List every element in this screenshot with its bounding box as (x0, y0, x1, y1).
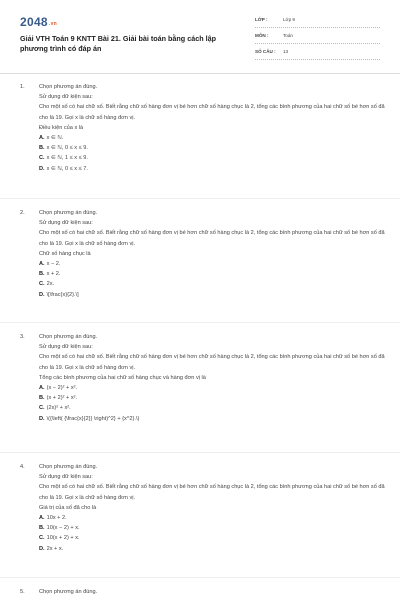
question-stem: Cho một số có hai chữ số. Biết rằng chữ số hàng đơn vị bé hơn chữ số hàng chục là 2, tổng các bình phương của hai chữ số bé hơn số đã cho là 19. Gọi x là chữ số hàng đơn vị. (39, 354, 385, 371)
logo-text: 2048 (20, 15, 48, 29)
option-label: A. (39, 261, 45, 268)
meta-value: Toán (283, 33, 293, 38)
question-divider (0, 322, 400, 323)
option-c[interactable] (39, 533, 385, 543)
question-use-data: Sử dụng dữ kiện sau: (39, 94, 93, 101)
option-text: (x + 2)² + x². (46, 395, 78, 402)
option-text: x + 2. (46, 271, 61, 278)
question-number: 2. (20, 210, 25, 216)
question-instruction: Chọn phương án đúng. (39, 84, 98, 90)
question-instruction: Chọn phương án đúng. (39, 334, 98, 340)
option-text: x ∈ ℕ, 0 ≤ x ≤ 9. (46, 145, 88, 152)
option-d[interactable] (39, 414, 385, 424)
option-text: 10x + 2. (46, 515, 67, 522)
question-stem: Cho một số có hai chữ số. Biết rằng chữ số hàng đơn vị bé hơn chữ số hàng chục là 2, tổng các bình phương của hai chữ số bé hơn số đã cho là 19. Gọi x là chữ số hàng đơn vị. (39, 104, 385, 121)
option-b[interactable] (39, 143, 385, 153)
option-label: D. (39, 165, 45, 172)
question-2 (20, 208, 385, 300)
option-text: 2x. (46, 281, 55, 288)
option-label: C. (39, 155, 45, 162)
option-b[interactable] (39, 523, 385, 533)
option-text: 2x + x. (46, 545, 64, 552)
question-stem: Cho một số có hai chữ số. Biết rằng chữ số hàng đơn vị bé hơn chữ số hàng chục là 2, tổng các bình phương của hai chữ số bé hơn số đã cho là 19. Gọi x là chữ số hàng đơn vị. (39, 484, 385, 501)
question-divider (0, 452, 400, 453)
meta-grade (255, 14, 380, 28)
page-title: Giải VTH Toán 9 KNTT Bài 21. Giải bài toán bằng cách lập phương trình có đáp án (20, 34, 216, 53)
option-label: C. (39, 405, 45, 412)
question-number: 4. (20, 464, 25, 470)
option-b[interactable] (39, 393, 385, 403)
option-label: D. (39, 291, 45, 298)
option-text: x − 2. (46, 261, 61, 268)
option-text: 10(x + 2) + x. (46, 535, 80, 542)
question-use-data: Sử dụng dữ kiện sau: (39, 474, 93, 481)
question-instruction: Chọn phương án đúng. (39, 210, 98, 216)
meta-value: Lớp 9 (283, 17, 295, 22)
question-use-data: Sử dụng dữ kiện sau: (39, 344, 93, 351)
option-a[interactable] (39, 259, 385, 269)
question-5 (20, 587, 385, 597)
question-prompt: Giá trị của số đã cho là (39, 504, 97, 511)
option-text: \({\left( {\frac{x}{2}} \right)^2} + {x^2}.\) (46, 415, 140, 422)
option-c[interactable] (39, 403, 385, 413)
question-1 (20, 82, 385, 174)
option-c[interactable] (39, 153, 385, 163)
option-a[interactable] (39, 383, 385, 393)
logo-suffix: .vn (48, 21, 58, 27)
option-label: B. (39, 145, 45, 152)
question-instruction: Chọn phương án đúng. (39, 589, 98, 595)
option-text: \[\frac{x}{2}.\] (46, 291, 79, 298)
question-stem: Cho một số có hai chữ số. Biết rằng chữ số hàng đơn vị bé hơn chữ số hàng chục là 2, tổng các bình phương của hai chữ số bé hơn số đã cho là 19. Gọi x là chữ số hàng đơn vị. (39, 230, 385, 247)
option-label: C. (39, 535, 45, 542)
option-label: A. (39, 515, 45, 522)
question-number: 3. (20, 334, 25, 340)
header-divider (0, 73, 400, 74)
option-b[interactable] (39, 269, 385, 279)
option-text: 10(x − 2) + x. (46, 525, 80, 532)
option-d[interactable] (39, 544, 385, 554)
option-a[interactable] (39, 133, 385, 143)
option-label: D. (39, 545, 45, 552)
option-label: C. (39, 281, 45, 288)
meta-subject (255, 30, 380, 44)
option-label: B. (39, 395, 45, 402)
option-text: x ∈ ℕ, 1 ≤ x ≤ 9. (46, 155, 88, 162)
question-use-data: Sử dụng dữ kiện sau: (39, 220, 93, 227)
option-label: B. (39, 525, 45, 532)
question-4 (20, 462, 385, 554)
question-prompt: Điều kiện của x là (39, 124, 84, 131)
question-divider (0, 577, 400, 578)
option-label: D. (39, 415, 45, 422)
meta-key: SỐ CÂU : (255, 49, 276, 54)
site-logo[interactable] (20, 15, 57, 29)
option-c[interactable] (39, 279, 385, 289)
question-prompt: Tổng các bình phương của hai chữ số hàng chục và hàng đơn vị là (39, 374, 206, 381)
option-label: A. (39, 385, 45, 392)
question-number: 5. (20, 589, 25, 595)
question-number: 1. (20, 84, 25, 90)
option-label: A. (39, 135, 45, 142)
option-text: (2x)² + x². (46, 405, 71, 412)
option-d[interactable] (39, 290, 385, 300)
question-prompt: Chữ số hàng chục là (39, 250, 91, 257)
option-label: B. (39, 271, 45, 278)
option-text: x ∈ ℕ, 0 ≤ x ≤ 7. (46, 165, 88, 172)
meta-key: MÔN : (255, 33, 269, 38)
meta-key: LỚP : (255, 17, 268, 22)
option-text: (x − 2)² + x². (46, 385, 78, 392)
option-text: x ∈ ℕ. (46, 135, 64, 142)
page-header (0, 0, 400, 70)
question-3 (20, 332, 385, 424)
meta-value: 13 (283, 49, 289, 54)
question-instruction: Chọn phương án đúng. (39, 464, 98, 470)
meta-question-count (255, 46, 380, 60)
option-a[interactable] (39, 513, 385, 523)
option-d[interactable] (39, 164, 385, 174)
question-divider (0, 198, 400, 199)
